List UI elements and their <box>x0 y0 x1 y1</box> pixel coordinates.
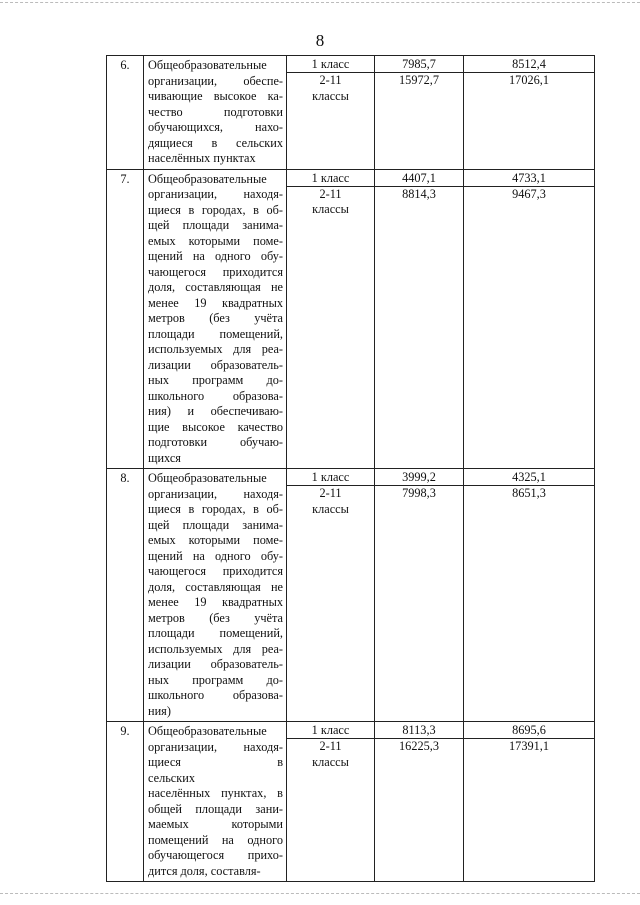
value-column-1: 15972,7 <box>399 73 439 87</box>
value-column-1: 3999,2 <box>375 469 463 486</box>
description-line: используемых для реа- <box>148 342 283 356</box>
value-column-1: 7985,7 <box>375 56 463 73</box>
description-line: лизации образователь- <box>148 657 283 671</box>
class-group-cell <box>287 56 375 170</box>
organization-description <box>144 469 287 722</box>
value-column-2: 17391,1 <box>509 739 549 753</box>
value-column-2-cell <box>464 56 595 170</box>
value-column-1-cell <box>375 56 464 170</box>
description-line: организации, находя- <box>148 486 283 501</box>
description-line: подготовки обучаю- <box>148 435 283 449</box>
description-line: школьного образова- <box>148 688 283 702</box>
description-line: щений на одного обу- <box>148 548 283 563</box>
value-column-2-cell <box>464 722 595 882</box>
organization-description <box>144 56 287 170</box>
description-line: чающегося приходится <box>148 264 283 279</box>
value-column-1: 7998,3 <box>402 486 436 500</box>
row-number: 6. <box>107 56 144 170</box>
description-line: менее 19 квадратных <box>148 595 283 609</box>
value-column-1-cell <box>375 722 464 882</box>
description-line: щей площади занима- <box>148 218 283 232</box>
table-body <box>107 56 595 882</box>
description-line: щиеся в <box>148 755 283 769</box>
value-column-2: 8695,6 <box>464 722 594 739</box>
description-line: организации, обеспе- <box>148 73 283 88</box>
value-column-2: 4733,1 <box>464 170 594 187</box>
row-number: 7. <box>107 169 144 469</box>
tariff-table <box>106 55 595 882</box>
value-column-2: 4325,1 <box>464 469 594 486</box>
class-group: 1 класс <box>287 722 374 739</box>
value-column-1-cell <box>375 469 464 722</box>
class-group: 2-11 классы <box>312 739 349 769</box>
organization-description <box>144 722 287 882</box>
description-line: организации, находя- <box>148 739 283 754</box>
description-line: щиеся в городах, в об- <box>148 202 283 217</box>
value-column-1: 16225,3 <box>399 739 439 753</box>
class-group: 2-11 классы <box>312 486 349 516</box>
value-column-2-cell <box>464 169 595 469</box>
description-line: доля, составляющая не <box>148 280 283 294</box>
description-line: ния) и обеспечиваю- <box>148 404 283 418</box>
description-line: общей площади зани- <box>148 801 283 816</box>
description-line: лизации образователь- <box>148 357 283 372</box>
class-group-cell <box>287 722 375 882</box>
value-column-1-cell <box>375 169 464 469</box>
description-line: щений на одного обу- <box>148 249 283 263</box>
description-line: щие высокое качество <box>148 419 283 434</box>
description-line: Общеобразовательные <box>148 58 267 72</box>
description-line: маемых которыми <box>148 817 283 831</box>
description-line: дится доля, составля- <box>148 863 261 878</box>
value-column-2: 8512,4 <box>464 56 594 73</box>
description-line: дящиеся в сельских <box>148 135 283 150</box>
description-line: школьного образова- <box>148 388 283 403</box>
description-line: организации, находя- <box>148 187 283 201</box>
description-line: метров (без учёта <box>148 311 283 325</box>
description-line: помещений на одного <box>148 832 283 847</box>
value-column-1: 8113,3 <box>375 722 463 739</box>
description-line: сельских <box>148 770 195 785</box>
organization-description <box>144 169 287 469</box>
description-line: щиеся в городах, в об- <box>148 502 283 516</box>
description-line: емых которыми поме- <box>148 533 283 547</box>
page-number: 8 <box>315 31 325 50</box>
description-line: площади помещений, <box>148 326 283 341</box>
description-line: доля, составляющая не <box>148 579 283 594</box>
description-line: используемых для реа- <box>148 641 283 656</box>
description-line: чество подготовки <box>148 104 283 119</box>
scan-artifact-top <box>0 2 640 4</box>
description-line: щей площади занима- <box>148 517 283 532</box>
description-line: населённых пунктах, в <box>148 786 283 800</box>
scan-artifact-bottom <box>0 893 640 895</box>
class-group-cell <box>287 169 375 469</box>
description-line: обучающегося прихо- <box>148 848 283 862</box>
class-group-cell <box>287 469 375 722</box>
description-line: Общеобразовательные <box>148 724 267 738</box>
description-line: чающегося приходится <box>148 564 283 578</box>
description-line: обучающихся, нахо- <box>148 120 283 134</box>
description-line: Общеобразовательные <box>148 471 267 485</box>
description-line: Общеобразовательные <box>148 171 267 186</box>
value-column-1: 4407,1 <box>375 170 463 187</box>
description-line: чивающие высокое ка- <box>148 89 283 103</box>
value-column-1: 8814,3 <box>402 186 436 201</box>
class-group: 1 класс <box>287 469 374 486</box>
class-group: 1 класс <box>287 56 374 73</box>
description-line: ных программ до- <box>148 672 283 687</box>
row-number: 8. <box>107 469 144 722</box>
value-column-2: 8651,3 <box>512 486 546 500</box>
description-line: ных программ до- <box>148 373 283 387</box>
description-line: щихся <box>148 450 181 465</box>
class-group: 2-11 классы <box>312 73 349 103</box>
value-column-2-cell <box>464 469 595 722</box>
description-line: емых которыми поме- <box>148 233 283 248</box>
value-column-2: 17026,1 <box>509 73 549 87</box>
class-group: 2-11 классы <box>312 186 349 216</box>
class-group: 1 класс <box>287 170 374 187</box>
table-row <box>107 56 595 170</box>
table-row <box>107 469 595 722</box>
value-column-2: 9467,3 <box>512 186 546 201</box>
description-line: населённых пунктах <box>148 151 256 165</box>
description-line: метров (без учёта <box>148 610 283 625</box>
description-line: площади помещений, <box>148 626 283 640</box>
table-row <box>107 169 595 469</box>
row-number: 9. <box>107 722 144 882</box>
description-line: менее 19 квадратных <box>148 295 283 310</box>
description-line: ния) <box>148 703 171 718</box>
table-row <box>107 722 595 882</box>
